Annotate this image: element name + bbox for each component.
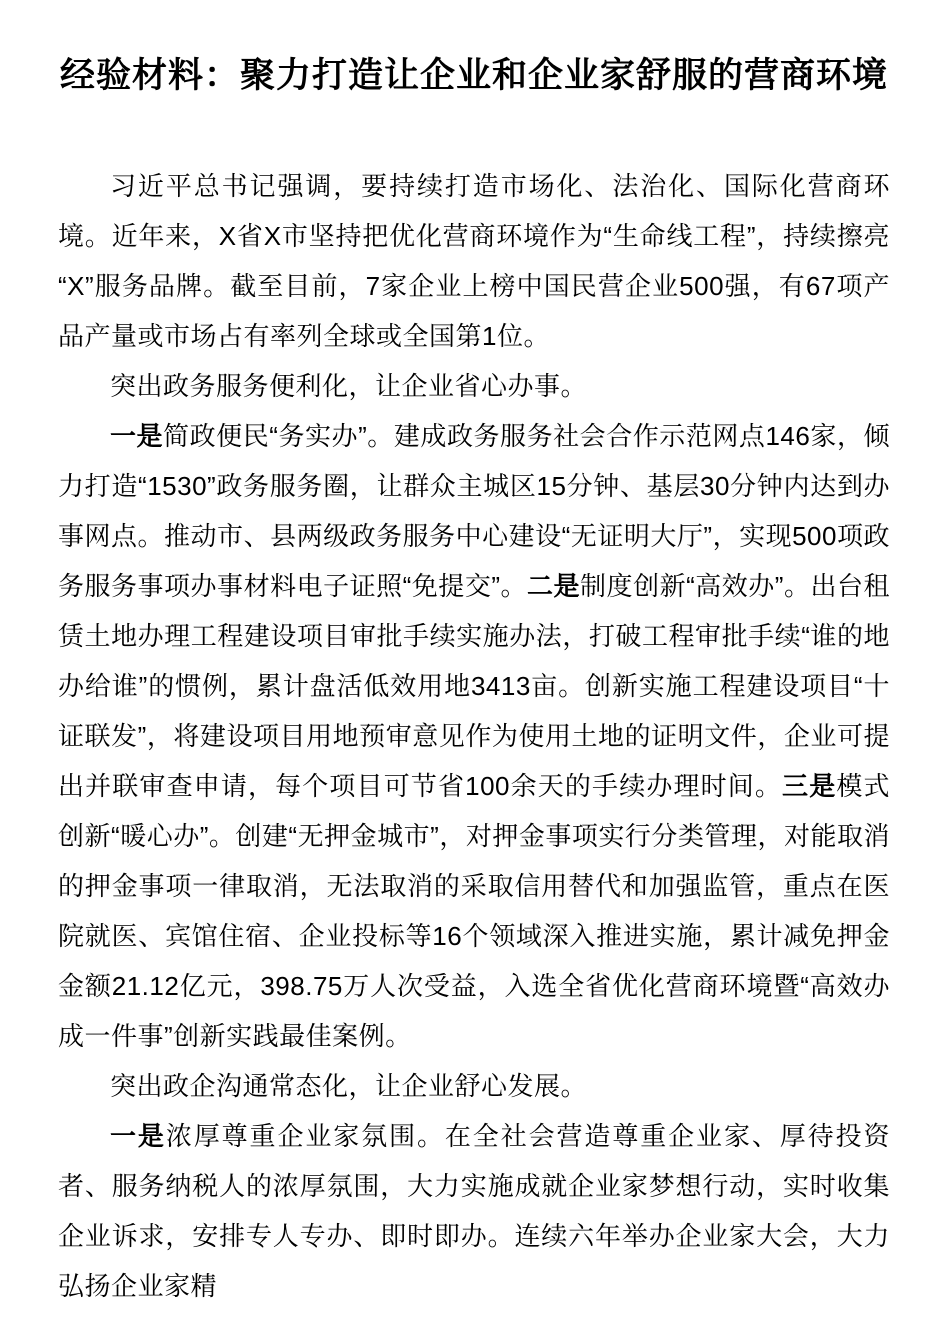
text-run-bold: 一是 bbox=[110, 1121, 166, 1151]
text-run: 突出政务服务便利化，让企业省心办事。 bbox=[110, 371, 588, 401]
text-run-bold: 二是 bbox=[527, 571, 581, 601]
paragraph bbox=[58, 1061, 890, 1111]
text-run-bold: 一是 bbox=[110, 421, 164, 451]
text-run: 突出政企沟通常态化，让企业舒心发展。 bbox=[110, 1071, 588, 1101]
paragraph bbox=[58, 1111, 890, 1311]
paragraph bbox=[58, 361, 890, 411]
text-run: 习近平总书记强调，要持续打造市场化、法治化、国际化营商环境。近年来，X省X市坚持把优化营商环境作为“生命线工程”，持续擦亮“X”服务品牌。截至目前，7家企业上榜中国民营企业500强，有67项产品产量或市场占有率列全球或全国第1位。 bbox=[58, 171, 890, 351]
paragraph bbox=[58, 161, 890, 361]
document-body bbox=[58, 161, 890, 1311]
text-run-bold: 三是 bbox=[782, 771, 837, 801]
text-run: 模式创新“暖心办”。创建“无押金城市”，对押金事项实行分类管理，对能取消的押金事项一律取消，无法取消的采取信用替代和加强监管，重点在医院就医、宾馆住宿、企业投标等16个领域深入推进实施，累计减免押金金额21.12亿元，398.75万人次受益，入选全省优化营商环境暨“高效办成一件事”创新实践最佳案例。 bbox=[58, 771, 890, 1051]
paragraph bbox=[58, 411, 890, 1061]
text-run: 制度创新“高效办”。出台租赁土地办理工程建设项目审批手续实施办法，打破工程审批手续“谁的地办给谁”的惯例，累计盘活低效用地3413亩。创新实施工程建设项目“十证联发”，将建设项目用地预审意见作为使用土地的证明文件，企业可提出并联审查申请，每个项目可节省100余天的手续办理时间。 bbox=[58, 571, 890, 801]
text-run: 简政便民“务实办”。建成政务服务社会合作示范网点146家，倾力打造“1530”政务服务圈，让群众主城区15分钟、基层30分钟内达到办事网点。推动市、县两级政务服务中心建设“无证明大厅”，实现500项政务服务事项办事材料电子证照“免提交”。 bbox=[58, 421, 890, 601]
document-title: 经验材料：聚力打造让企业和企业家舒服的营商环境 bbox=[59, 56, 888, 95]
text-run: 浓厚尊重企业家氛围。在全社会营造尊重企业家、厚待投资者、服务纳税人的浓厚氛围，大力实施成就企业家梦想行动，实时收集企业诉求，安排专人专办、即时即办。连续六年举办企业家大会，大力弘扬企业家精 bbox=[58, 1121, 890, 1301]
